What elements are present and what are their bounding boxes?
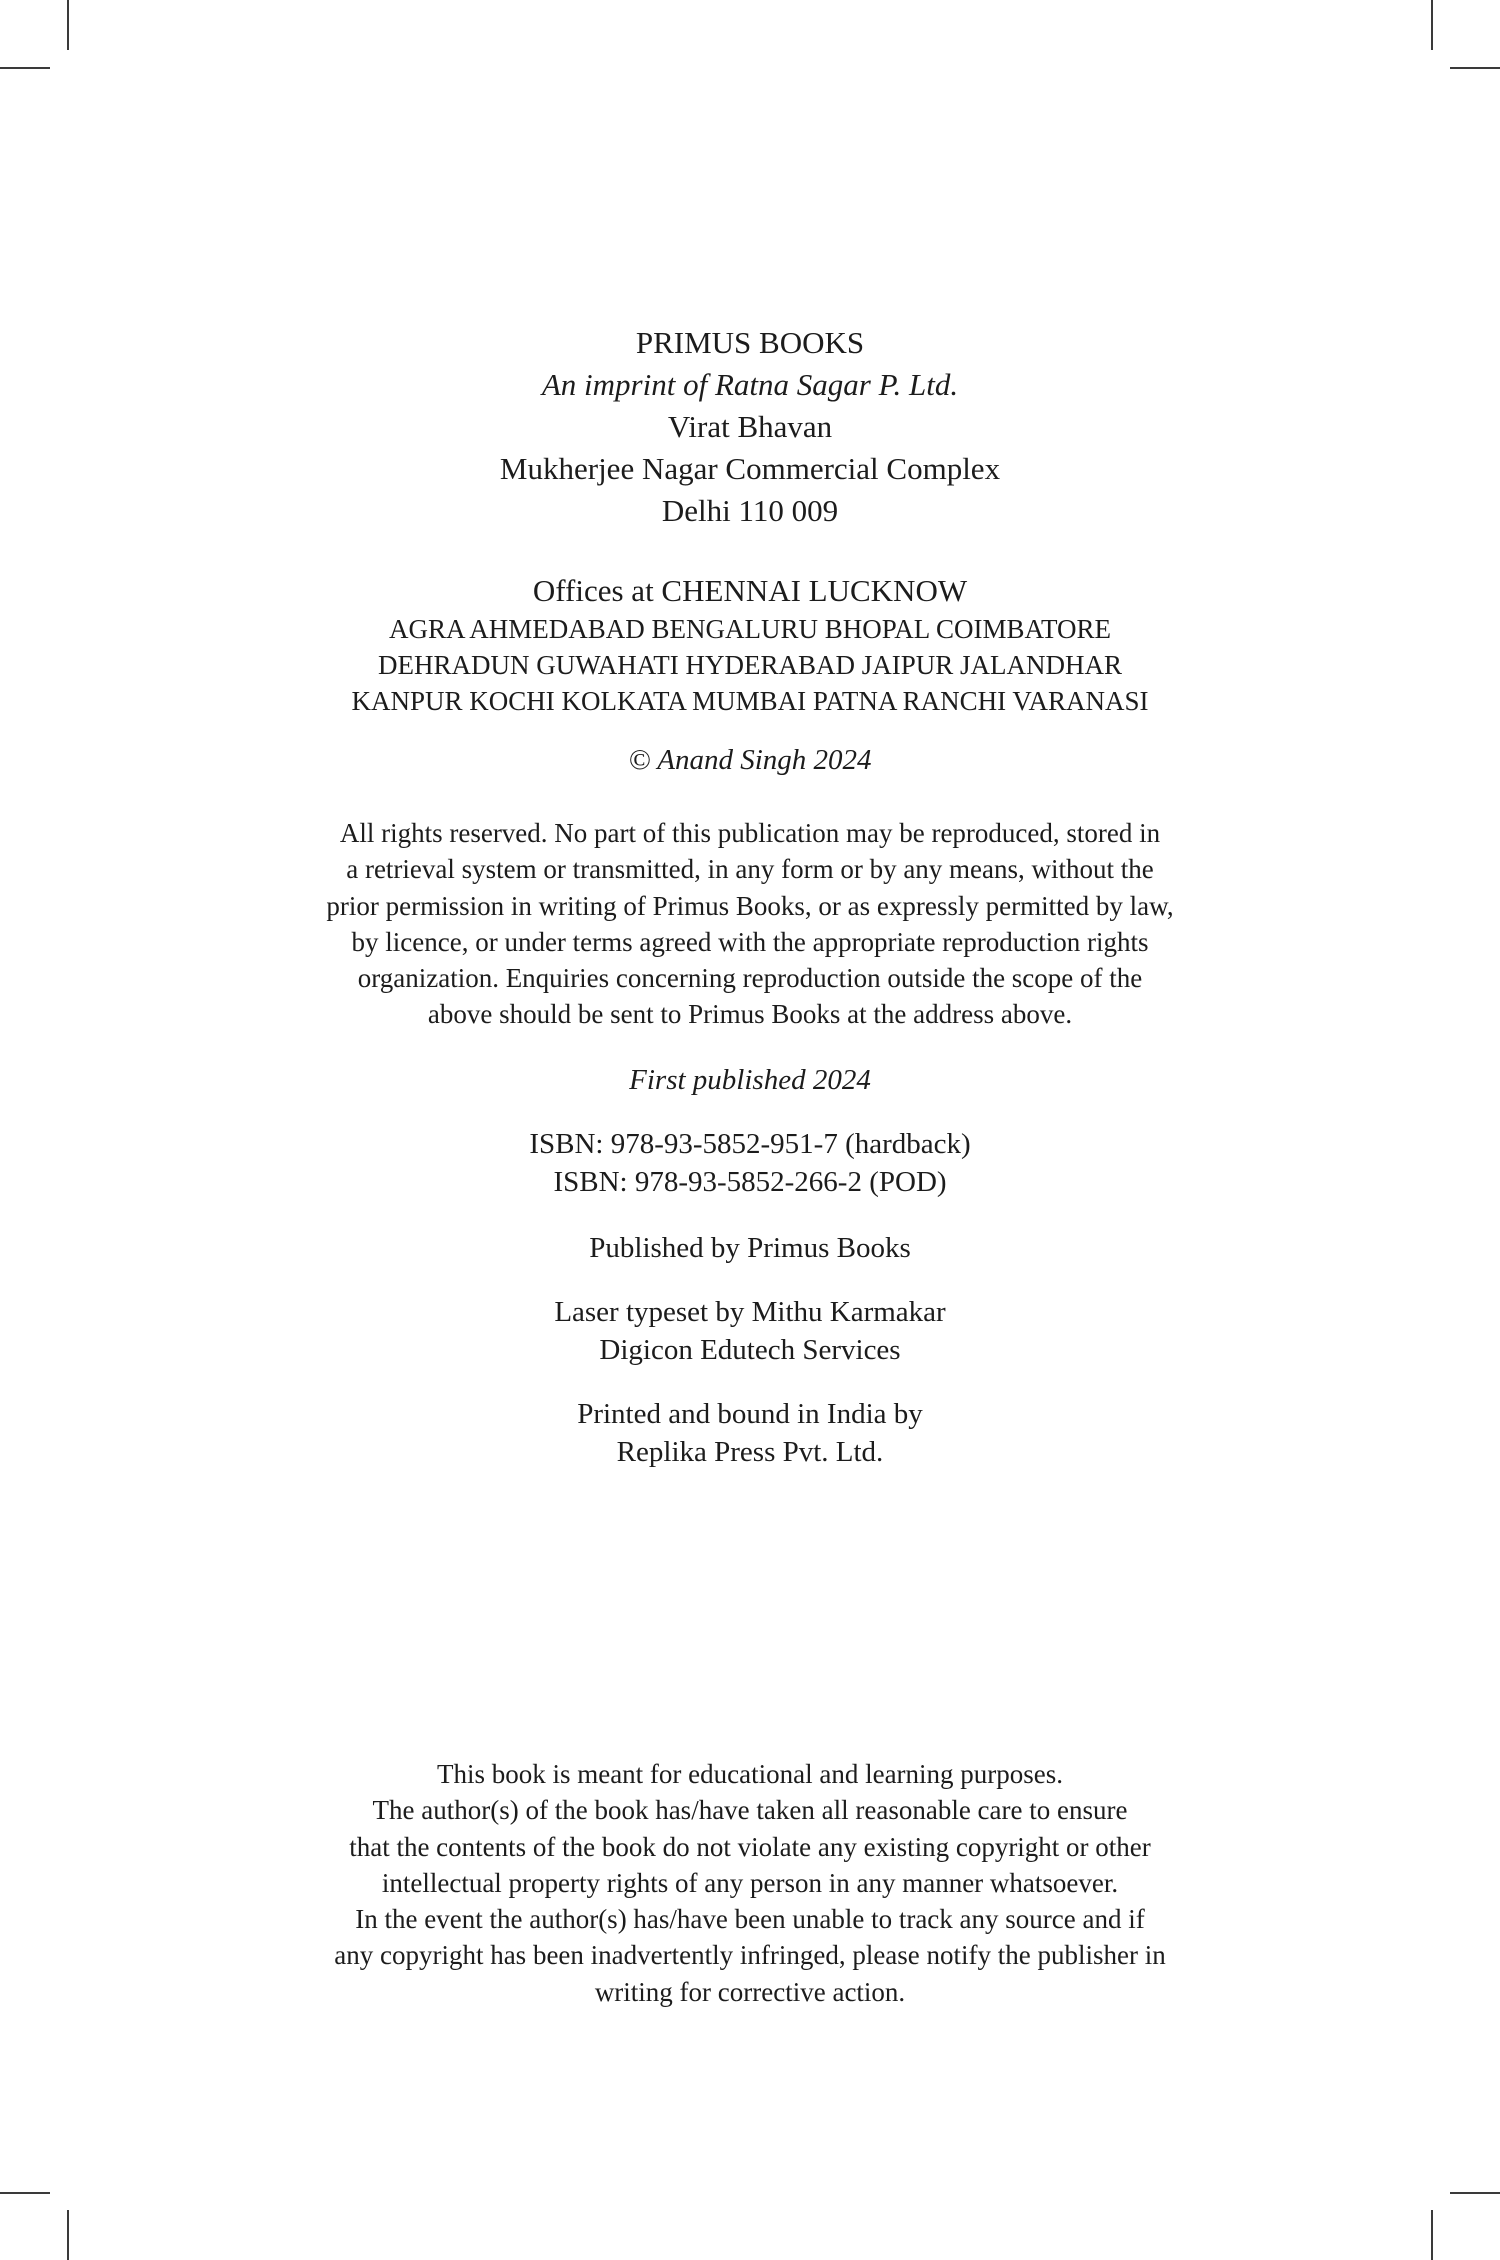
disclaimer-line: any copyright has been inadvertently infringed, please notify the publisher in bbox=[334, 1940, 1166, 1971]
copyright-notice bbox=[0, 740, 1500, 780]
crop-mark-top-left bbox=[0, 67, 50, 69]
crop-mark-top-right bbox=[1431, 0, 1433, 50]
imprint-line: An imprint of Ratna Sagar P. Ltd. bbox=[541, 367, 959, 402]
rights-line: organization. Enquiries concerning reproduction outside the scope of the bbox=[357, 963, 1143, 994]
publisher-masthead bbox=[0, 322, 1500, 532]
typeset-line: Digicon Edutech Services bbox=[599, 1334, 901, 1366]
copyright-line: © Anand Singh 2024 bbox=[628, 744, 872, 776]
printer-line: Printed and bound in India by bbox=[577, 1398, 923, 1430]
cities-line: KANPUR KOCHI KOLKATA MUMBAI PATNA RANCHI VARANASI bbox=[351, 686, 1149, 716]
first-published-line: First published 2024 bbox=[629, 1064, 871, 1096]
isbn-line: ISBN: 978-93-5852-266-2 (POD) bbox=[553, 1166, 947, 1198]
disclaimer-line: intellectual property rights of any person in any manner whatsoever. bbox=[381, 1867, 1119, 1898]
typeset-credit bbox=[0, 1293, 1500, 1369]
isbn-line: ISBN: 978-93-5852-951-7 (hardback) bbox=[529, 1128, 971, 1160]
cities-line: AGRA AHMEDABAD BENGALURU BHOPAL COIMBATORE bbox=[388, 614, 1112, 644]
published-by bbox=[0, 1228, 1500, 1268]
disclaimer-line: writing for corrective action. bbox=[594, 1976, 906, 2007]
rights-line: above should be sent to Primus Books at the address above. bbox=[427, 999, 1073, 1030]
published-by-line: Published by Primus Books bbox=[589, 1232, 911, 1264]
address-line: Virat Bhavan bbox=[667, 409, 833, 444]
crop-mark-bottom-left bbox=[67, 2210, 69, 2260]
typeset-line: Laser typeset by Mithu Karmakar bbox=[554, 1296, 946, 1328]
disclaimer-line: In the event the author(s) has/have been unable to track any source and if bbox=[355, 1904, 1145, 1935]
disclaimer-line: that the contents of the book do not violate any existing copyright or other bbox=[349, 1831, 1151, 1862]
printer-credit bbox=[0, 1395, 1500, 1471]
isbn-block bbox=[0, 1125, 1500, 1201]
offices-heading bbox=[0, 571, 1500, 611]
rights-line: by licence, or under terms agreed with the appropriate reproduction rights bbox=[351, 926, 1149, 957]
crop-mark-bottom-left bbox=[0, 2192, 50, 2194]
crop-mark-top-right bbox=[1450, 67, 1500, 69]
rights-statement bbox=[0, 815, 1500, 1033]
printer-line: Replika Press Pvt. Ltd. bbox=[616, 1436, 884, 1468]
address-line: Mukherjee Nagar Commercial Complex bbox=[499, 451, 1001, 486]
cities-line: DEHRADUN GUWAHATI HYDERABAD JAIPUR JALANDHAR bbox=[378, 650, 1122, 680]
crop-mark-top-left bbox=[67, 0, 69, 50]
publisher-name: PRIMUS BOOKS bbox=[635, 325, 865, 360]
crop-mark-bottom-right bbox=[1431, 2210, 1433, 2260]
disclaimer-line: This book is meant for educational and learning purposes. bbox=[436, 1759, 1064, 1789]
address-line: Delhi 110 009 bbox=[661, 493, 839, 528]
offices-cities bbox=[0, 611, 1500, 719]
disclaimer-line: The author(s) of the book has/have taken all reasonable care to ensure bbox=[372, 1795, 1128, 1826]
rights-line: prior permission in writing of Primus Books, or as expressly permitted by law, bbox=[326, 890, 1174, 921]
first-published bbox=[0, 1060, 1500, 1100]
disclaimer bbox=[0, 1756, 1500, 2010]
rights-line: All rights reserved. No part of this publication may be reproduced, stored in bbox=[339, 818, 1161, 848]
rights-line: a retrieval system or transmitted, in any form or by any means, without the bbox=[346, 854, 1154, 885]
offices-title: Offices at CHENNAI LUCKNOW bbox=[532, 573, 968, 608]
crop-mark-bottom-right bbox=[1450, 2192, 1500, 2194]
